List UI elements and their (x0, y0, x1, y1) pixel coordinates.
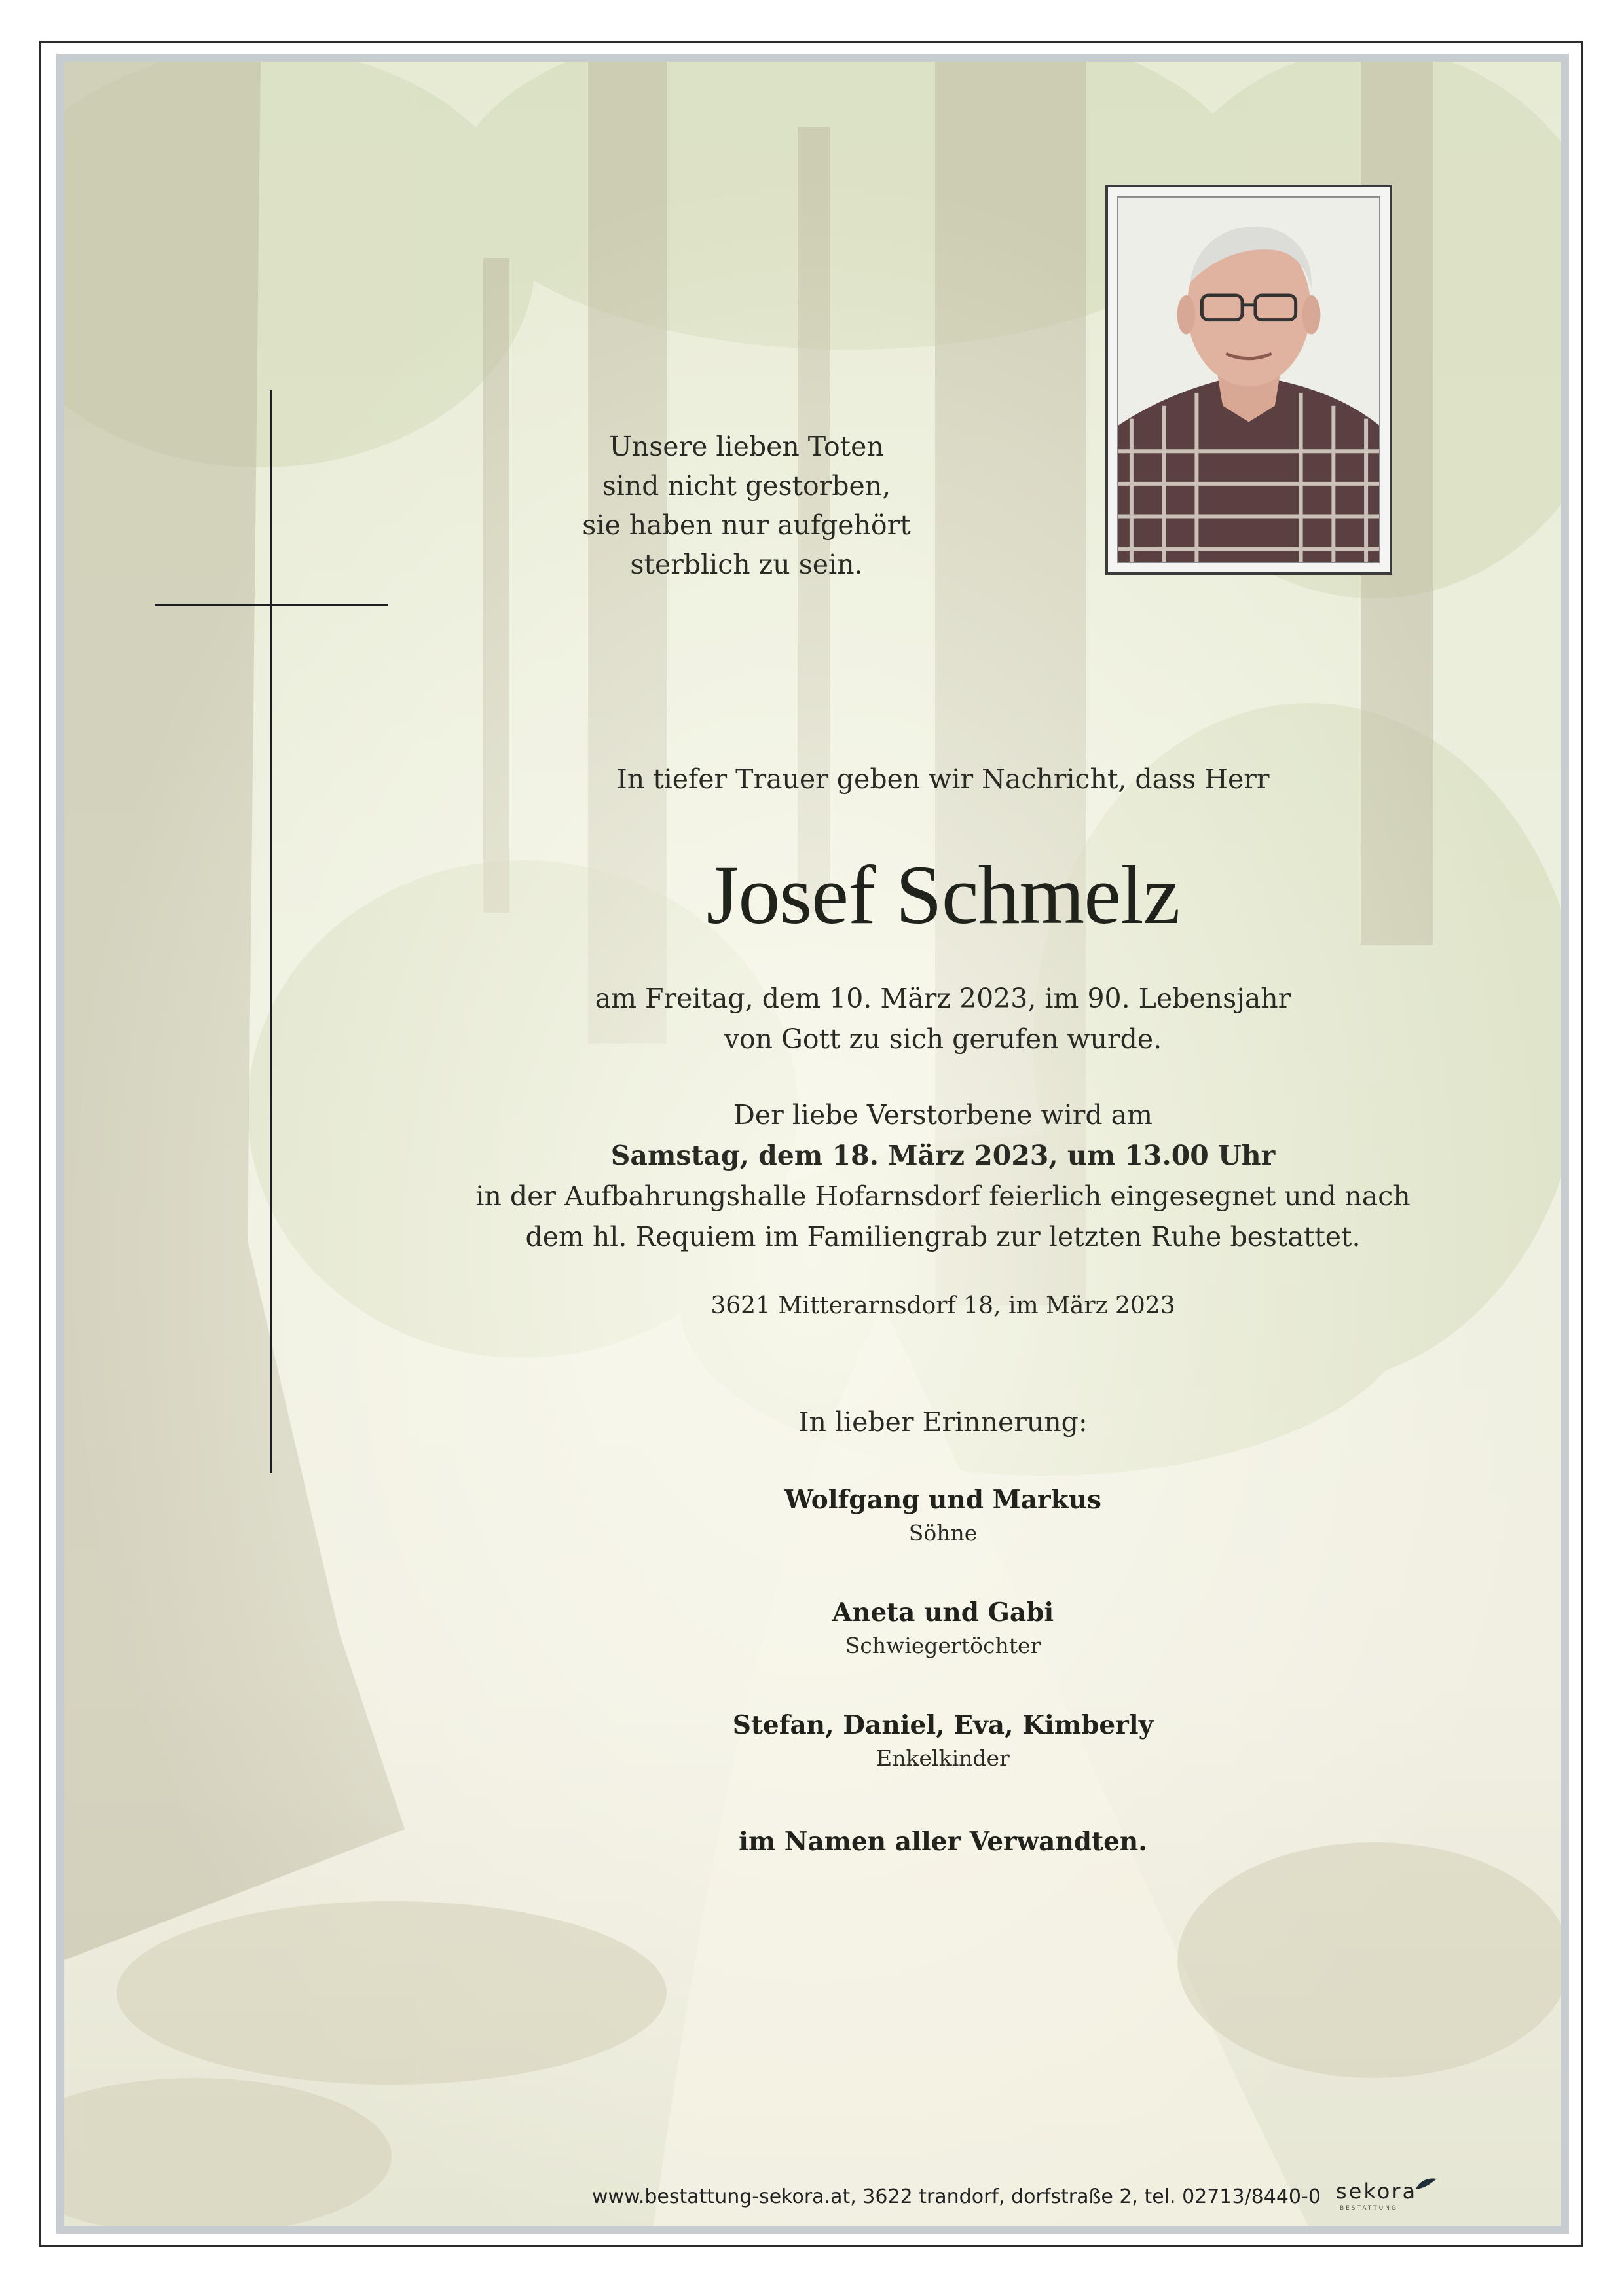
mourner-group (419, 1710, 1467, 1771)
mourner-names: Aneta und Gabi (832, 1597, 1054, 1628)
deceased-name: Josef Schmelz (706, 848, 1180, 941)
closing-line: im Namen aller Verwandten. (739, 1827, 1147, 1857)
quote-line: sterblich zu sein. (630, 549, 863, 580)
mourner-names: Stefan, Daniel, Eva, Kimberly (732, 1710, 1154, 1740)
leaf-icon (1414, 2176, 1438, 2192)
mourner-relation: Enkelkinder (876, 1745, 1010, 1771)
mourner-relation: Schwiegertöchter (845, 1633, 1041, 1658)
death-notice (419, 978, 1467, 1059)
quote-line: sind nicht gestorben, (602, 470, 891, 501)
announcement-intro: In tiefer Trauer geben wir Nachricht, dass Herr (616, 763, 1270, 795)
mourner-group (419, 1485, 1467, 1546)
cross-horizontal-bar (155, 604, 388, 606)
mourners-heading: In lieber Erinnerung: (798, 1406, 1088, 1438)
quote-line: sie haben nur aufgehört (582, 509, 911, 541)
place-and-date: 3621 Mitterarnsdorf 18, im März 2023 (710, 1292, 1175, 1319)
funeral-line: in der Aufbahrungshalle Hofarnsdorf feierlich eingesegnet und nach (475, 1180, 1411, 1212)
portrait-illustration (1118, 198, 1379, 562)
death-line: von Gott zu sich gerufen wurde. (724, 1023, 1162, 1055)
funeral-line: dem hl. Requiem im Familiengrab zur letzten Ruhe bestattet. (525, 1221, 1361, 1252)
mourner-relation: Söhne (908, 1520, 978, 1546)
funeral-notice (419, 1095, 1467, 1257)
funeral-date: Samstag, dem 18. März 2023, um 13.00 Uhr (610, 1140, 1276, 1171)
cross-vertical-bar (270, 390, 272, 1473)
logo-wordmark: sekora (1336, 2179, 1418, 2204)
memorial-quote (537, 427, 956, 584)
quote-line: Unsere lieben Toten (609, 431, 884, 462)
sekora-logo (1336, 2176, 1441, 2215)
portrait-photo-frame (1105, 185, 1392, 575)
mourner-group (419, 1597, 1467, 1658)
logo-subtitle: BESTATTUNG (1340, 2205, 1398, 2212)
death-line: am Freitag, dem 10. März 2023, im 90. Lebensjahr (595, 983, 1291, 1014)
footer-contact: www.bestattung-sekora.at, 3622 trandorf, dorfstraße 2, tel. 02713/8440-0 (592, 2185, 1321, 2208)
funeral-line: Der liebe Verstorbene wird am (733, 1099, 1153, 1131)
mourner-names: Wolfgang und Markus (784, 1485, 1101, 1515)
portrait-photo (1117, 196, 1380, 563)
